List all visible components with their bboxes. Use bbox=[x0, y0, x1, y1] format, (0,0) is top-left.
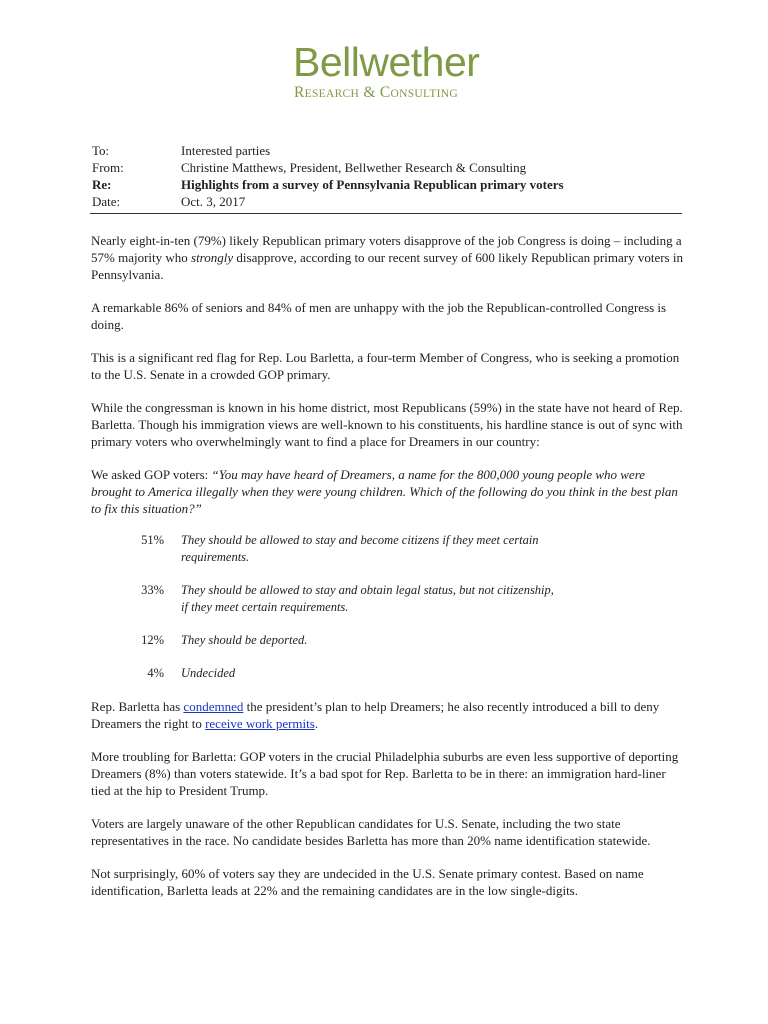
company-logo bbox=[293, 40, 493, 103]
result-percent: 33% bbox=[141, 583, 164, 597]
paragraph-red-flag: This is a significant red flag for Rep. Lou Barletta, a four-term Member of Congress, who is seeking a promotion to the U.S. Senate in a crowded GOP primary. bbox=[91, 350, 680, 382]
header-re-row bbox=[92, 176, 682, 193]
header-divider bbox=[90, 213, 682, 214]
condemned-link[interactable]: condemned bbox=[183, 699, 244, 714]
from-label: From: bbox=[92, 160, 124, 175]
header-date-row bbox=[92, 193, 682, 210]
survey-result-row bbox=[91, 532, 686, 566]
survey-result-row bbox=[91, 632, 686, 649]
from-value: Christine Matthews, President, Bellwether Research & Consulting bbox=[181, 160, 527, 175]
result-percent: 51% bbox=[141, 533, 164, 547]
paragraph-other-candidates: Voters are largely unaware of the other Republican candidates for U.S. Senate, including the two state representatives in the race. No candidate besides Barletta has more than 20% name identification statewide. bbox=[91, 816, 651, 848]
paragraph-survey-question: We asked GOP voters: “You may have heard of Dreamers, a name for the 800,000 young people who were brought to America illegally when they were young children. Which of the following do you think in the best plan to fix this situation?” bbox=[91, 467, 678, 516]
result-answer: They should be deported. bbox=[181, 633, 308, 647]
paragraph-philadelphia-suburbs: More troubling for Barletta: GOP voters in the crucial Philadelphia suburbs are even less supportive of deporting Dreamers (8%) than voters statewide. It’s a bad spot for Rep. Barletta to be in there: an immigration hard-liner tied at the hip to President Trump. bbox=[91, 749, 679, 798]
paragraph-congress-approval: Nearly eight-in-ten (79%) likely Republican primary voters disapprove of the job Congress is doing – including a 57% majority who strongly disapprove, according to our recent survey of 600 likely Republican primary voters in Pennsylvania. bbox=[91, 233, 683, 282]
survey-result-row bbox=[91, 665, 686, 682]
header-from-row bbox=[92, 159, 682, 176]
re-label: Re: bbox=[92, 177, 112, 192]
result-percent: 12% bbox=[141, 633, 164, 647]
result-answer: They should be allowed to stay and become citizens if they meet certain requirements. bbox=[181, 533, 539, 564]
survey-results-list bbox=[91, 532, 686, 682]
result-answer: Undecided bbox=[181, 666, 236, 680]
paragraph-undecided: Not surprisingly, 60% of voters say they are undecided in the U.S. Senate primary contest. Based on name identification, Barletta leads at 22% and the remaining candidates are in the low single-digits. bbox=[91, 866, 644, 898]
to-label: To: bbox=[92, 143, 110, 158]
logo-tagline: RESEARCH & CONSULTING bbox=[294, 84, 458, 101]
survey-result-row bbox=[91, 582, 686, 616]
work-permits-link[interactable]: receive work permits bbox=[205, 716, 315, 731]
header-to-row bbox=[92, 142, 682, 159]
logo-wordmark: Bellwether bbox=[293, 39, 480, 85]
date-value: Oct. 3, 2017 bbox=[181, 194, 246, 209]
re-value: Highlights from a survey of Pennsylvania Republican primary voters bbox=[181, 177, 564, 192]
date-label: Date: bbox=[92, 194, 121, 209]
memo-header bbox=[92, 142, 682, 210]
result-answer: They should be allowed to stay and obtain legal status, but not citizenship, if they meet certain requirements. bbox=[181, 583, 554, 614]
result-percent: 4% bbox=[147, 666, 164, 680]
paragraph-barletta-dreamers: Rep. Barletta has condemned the president’s plan to help Dreamers; he also recently introduced a bill to deny Dreamers the right to receive work permits. bbox=[91, 699, 660, 731]
to-value: Interested parties bbox=[181, 143, 271, 158]
paragraph-seniors-men: A remarkable 86% of seniors and 84% of men are unhappy with the job the Republican-controlled Congress is doing. bbox=[91, 300, 667, 332]
memo-body bbox=[91, 232, 686, 915]
paragraph-name-recognition: While the congressman is known in his home district, most Republicans (59%) in the state have not heard of Rep. Barletta. Though his immigration views are well-known to his constituents, his hardline stance is out of sync with primary voters who overwhelmingly want to find a place for Dreamers in our country: bbox=[91, 400, 683, 449]
